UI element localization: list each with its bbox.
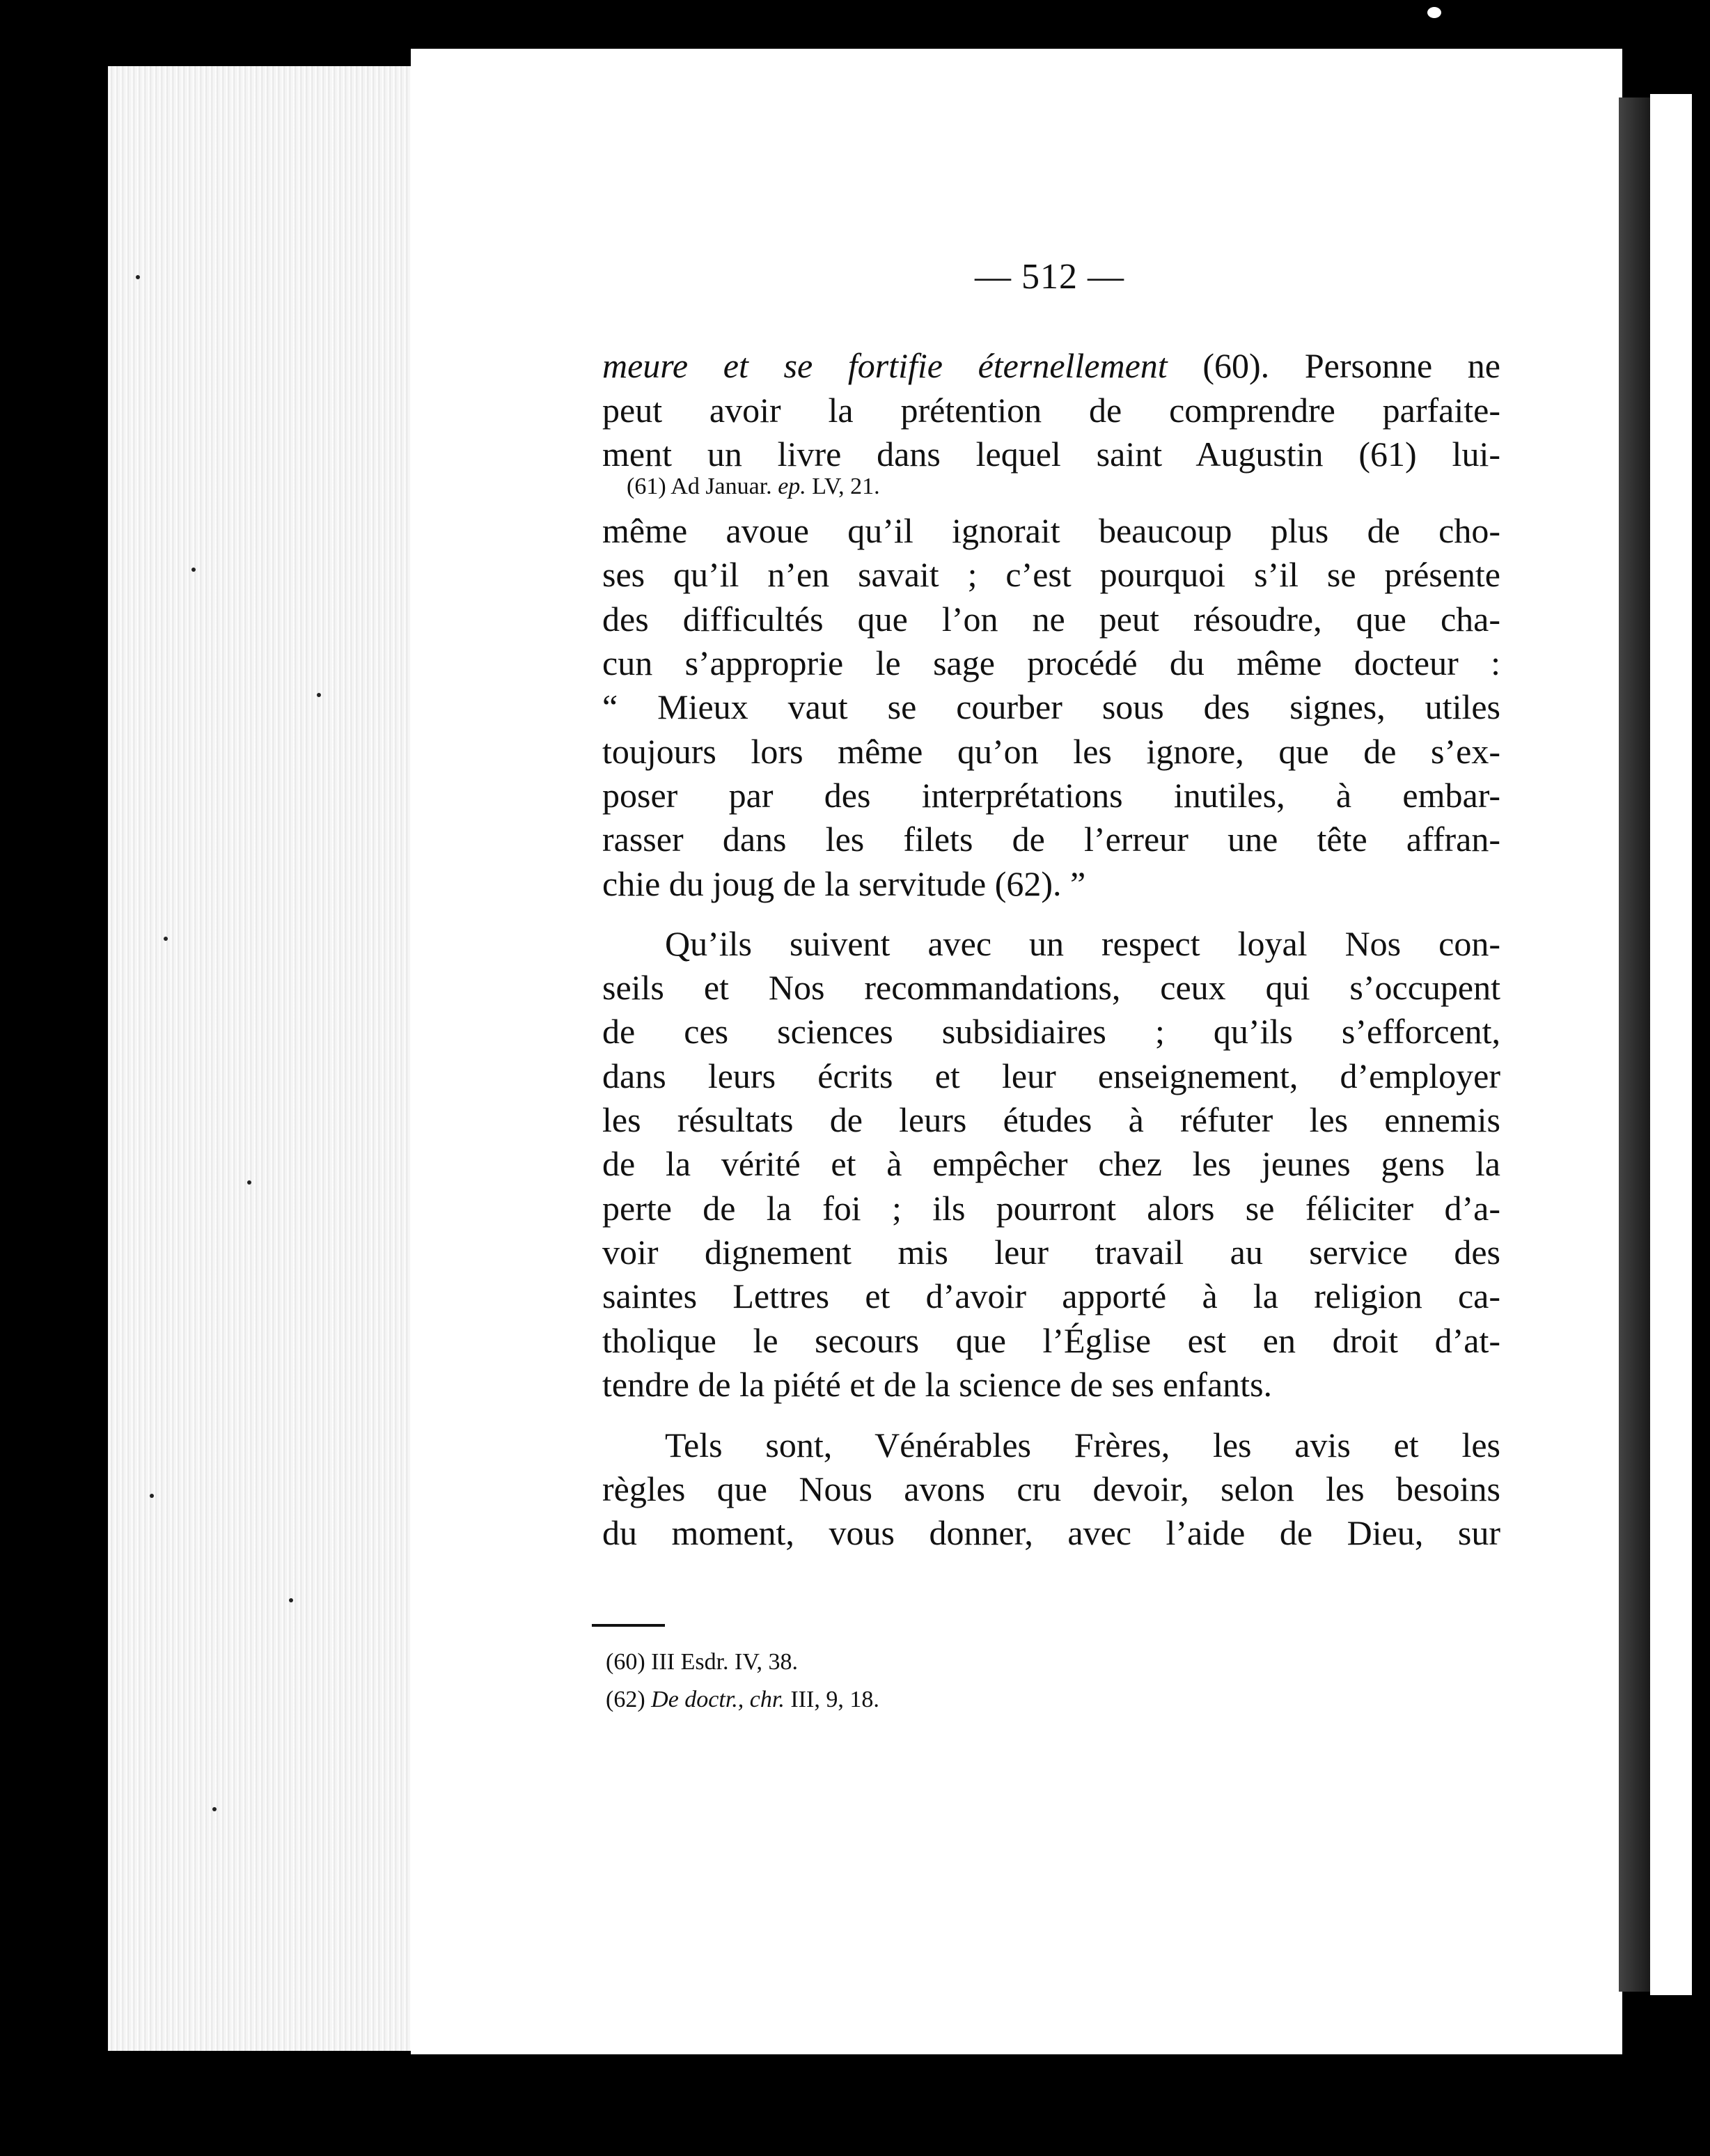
text-line: perte de la foi ; ils pourront alors se féliciter d’a- <box>602 1189 1500 1228</box>
text-line: voir dignement mis leur travail au service des <box>602 1233 1500 1272</box>
text-line: “ Mieux vaut se courber sous des signes, utiles <box>602 687 1500 726</box>
text-line: même avoue qu’il ignorait beaucoup plus de cho- <box>602 511 1500 550</box>
footnote: (62) De doctr., chr. III, 9, 18. <box>606 1687 879 1712</box>
text-line: de la vérité et à empêcher chez les jeunes gens la <box>602 1144 1500 1183</box>
text-line: ment un livre dans lequel saint Augustin (61) lui- <box>602 435 1500 474</box>
text-line: règles que Nous avons cru devoir, selon les besoins <box>602 1469 1500 1508</box>
text-line: tholique le secours que l’Église est en droit d’at- <box>602 1321 1500 1360</box>
text-line: rasser dans les filets de l’erreur une tête affran- <box>602 820 1500 859</box>
page-number: — 512 — <box>975 257 1124 297</box>
text-line: chie du joug de la servitude (62). ” <box>602 864 1086 903</box>
facing-page-strip <box>1650 94 1692 1995</box>
text-line: Qu’ils suivent avec un respect loyal Nos con- <box>665 924 1500 963</box>
text-line: du moment, vous donner, avec l’aide de Dieu, sur <box>602 1513 1500 1552</box>
text-line: peut avoir la prétention de comprendre parfaite- <box>602 391 1500 430</box>
text-line: Tels sont, Vénérables Frères, les avis et les <box>665 1425 1500 1464</box>
text-line: dans leurs écrits et leur enseignement, d’employer <box>602 1056 1500 1095</box>
text-line: cun s’approprie le sage procédé du même docteur : <box>602 643 1500 682</box>
book-page-edges <box>108 66 421 2051</box>
text-line: seils et Nos recommandations, ceux qui s’occupent <box>602 968 1500 1007</box>
text-line: de ces sciences subsidiaires ; qu’ils s’efforcent, <box>602 1012 1500 1051</box>
text-line: les résultats de leurs études à réfuter les ennemis <box>602 1100 1500 1139</box>
text-line: ses qu’il n’en savait ; c’est pourquoi s’il se présente <box>602 555 1500 594</box>
page-gutter-shadow <box>1619 97 1650 1992</box>
footnote-rule <box>592 1624 665 1627</box>
text-line: des difficultés que l’on ne peut résoudre, que cha- <box>602 600 1500 639</box>
text-line: toujours lors même qu’on les ignore, que de s’ex- <box>602 732 1500 771</box>
dust-speck <box>1333 66 1340 73</box>
text-line: tendre de la piété et de la science de ses enfants. <box>602 1365 1273 1404</box>
text-line: saintes Lettres et d’avoir apporté à la religion ca- <box>602 1276 1500 1315</box>
text-line: poser par des interprétations inutiles, à embar- <box>602 776 1500 815</box>
inline-footnote: (61) Ad Januar. ep. LV, 21. <box>627 474 880 499</box>
dust-speck <box>1427 7 1441 18</box>
text-line: meure et se fortifie éternellement (60). Personne ne <box>602 346 1500 385</box>
footnote: (60) III Esdr. IV, 38. <box>606 1649 799 1675</box>
